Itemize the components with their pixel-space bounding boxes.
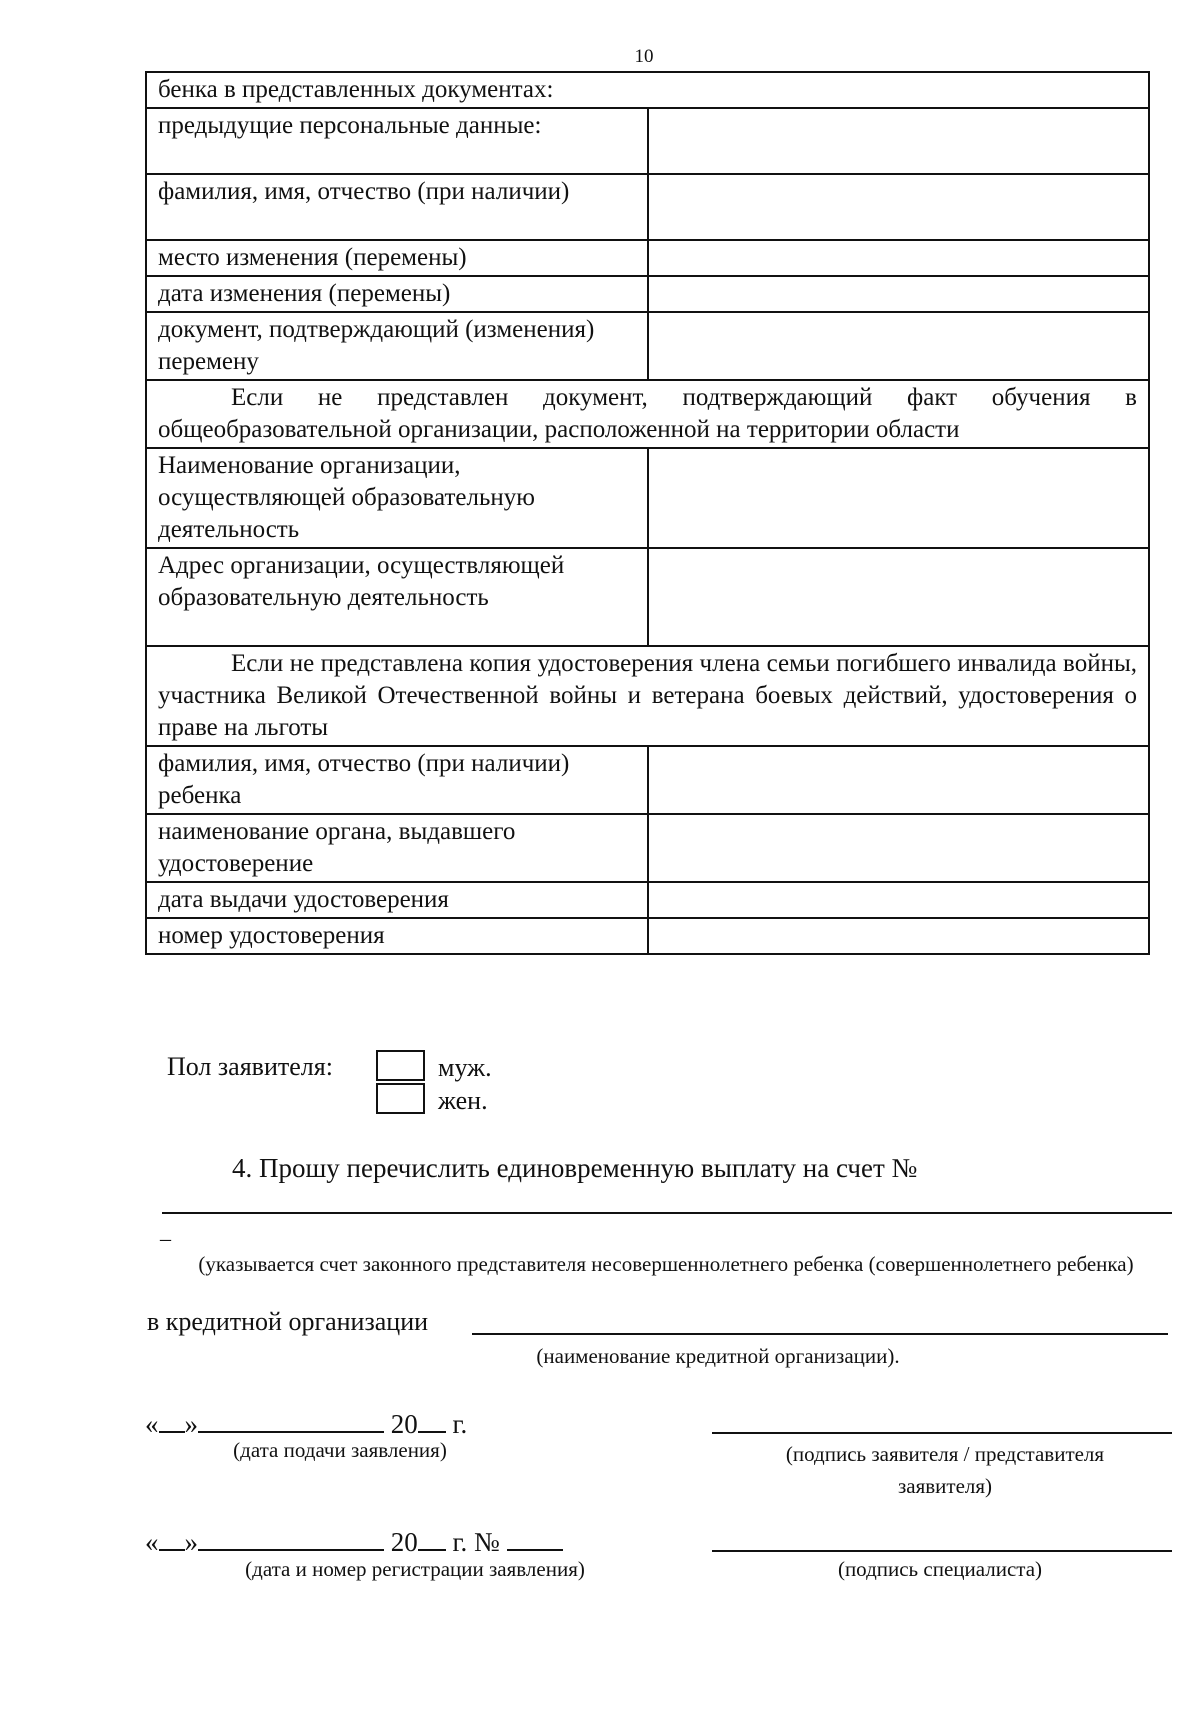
- certificate-number-field[interactable]: [648, 918, 1150, 954]
- account-note: (указывается счет законного представителя несовершеннолетнего ребенка (совершеннолетнего ребенка): [198, 1252, 1134, 1276]
- number-sign: №: [474, 1527, 500, 1557]
- submission-date-caption: (дата подачи заявления): [233, 1438, 447, 1462]
- close-quote: »: [184, 1409, 198, 1439]
- gender-male-label: муж.: [438, 1053, 492, 1082]
- education-org-address-label: Адрес организации, осуществляющей образовательную деятельность: [146, 548, 648, 646]
- table-row: [146, 918, 1149, 954]
- year-blank[interactable]: [418, 1405, 446, 1433]
- child-full-name-label: фамилия, имя, отчество (при наличии) ребенка: [146, 746, 648, 814]
- previous-full-name-field[interactable]: [648, 174, 1150, 240]
- application-form-table: [145, 71, 1150, 955]
- payment-request-text: 4. Прошу перечислить единовременную выплату на счет №: [232, 1153, 918, 1183]
- section-certificate-heading: Если не представлена копия удостоверения члена семьи погибшего инвалида войны, участника Великой Отечественной войны и ветерана боевых действий, удостоверения о праве на льготы: [146, 646, 1149, 746]
- open-quote: «: [145, 1527, 159, 1557]
- bank-note: (наименование кредитной организации).: [536, 1344, 900, 1368]
- account-number-line[interactable]: [162, 1212, 1172, 1214]
- table-row: [146, 276, 1149, 312]
- bank-name-line[interactable]: [472, 1333, 1168, 1335]
- issue-date-field[interactable]: [648, 882, 1150, 918]
- education-org-address-field[interactable]: [648, 548, 1150, 646]
- gender-label: Пол заявителя:: [167, 1052, 333, 1081]
- table-row: [146, 174, 1149, 240]
- month-blank[interactable]: [198, 1405, 384, 1433]
- previous-full-name-label: фамилия, имя, отчество (при наличии): [146, 174, 648, 240]
- account-dash: _: [160, 1218, 171, 1243]
- change-document-field[interactable]: [648, 312, 1150, 380]
- gender-female-checkbox[interactable]: [376, 1083, 425, 1114]
- section-education-heading: Если не представлен документ, подтверждающий факт обучения в общеобразовательной организации, расположенной на территории области: [146, 380, 1149, 448]
- bank-label: в кредитной организации: [147, 1307, 429, 1336]
- gender-female-label: жен.: [438, 1086, 488, 1115]
- table-row: [146, 108, 1149, 174]
- registration-date-caption: (дата и номер регистрации заявления): [245, 1557, 585, 1581]
- table-row: [146, 746, 1149, 814]
- change-date-field[interactable]: [648, 276, 1150, 312]
- change-place-field[interactable]: [648, 240, 1150, 276]
- registration-number-blank[interactable]: [507, 1523, 563, 1551]
- child-full-name-field[interactable]: [648, 746, 1150, 814]
- table-row: [146, 240, 1149, 276]
- table-header-row: бенка в представленных документах:: [146, 72, 1149, 108]
- table-row: [146, 380, 1149, 448]
- page-number: 10: [634, 46, 654, 67]
- specialist-signature-caption: (подпись специалиста): [837, 1557, 1043, 1581]
- day-blank[interactable]: [159, 1523, 185, 1551]
- year-suffix: г.: [452, 1409, 468, 1439]
- issuing-authority-label: наименование органа, выдавшего удостоверение: [146, 814, 648, 882]
- year-prefix: 20: [390, 1527, 418, 1557]
- education-org-name-field[interactable]: [648, 448, 1150, 548]
- table-row: [146, 312, 1149, 380]
- table-row: [146, 448, 1149, 548]
- applicant-signature-caption: (подпись заявителя / представителя заявителя): [785, 1442, 1105, 1498]
- change-document-label: документ, подтверждающий (изменения) перемену: [146, 312, 648, 380]
- year-suffix: г.: [452, 1527, 468, 1557]
- close-quote: »: [184, 1527, 198, 1557]
- education-org-name-label: Наименование организации, осуществляющей образовательную деятельность: [146, 448, 648, 548]
- previous-personal-data-field[interactable]: [648, 108, 1150, 174]
- specialist-signature-line[interactable]: [712, 1550, 1172, 1552]
- table-row: [146, 548, 1149, 646]
- table-row: [146, 882, 1149, 918]
- issuing-authority-field[interactable]: [648, 814, 1150, 882]
- open-quote: «: [145, 1409, 159, 1439]
- table-row: [146, 814, 1149, 882]
- registration-date-row: [145, 1523, 563, 1558]
- certificate-number-label: номер удостоверения: [146, 918, 648, 954]
- change-date-label: дата изменения (перемены): [146, 276, 648, 312]
- gender-male-checkbox[interactable]: [376, 1050, 425, 1081]
- applicant-signature-line[interactable]: [712, 1432, 1172, 1434]
- year-blank[interactable]: [418, 1523, 446, 1551]
- previous-personal-data-label: предыдущие персональные данные:: [146, 108, 648, 174]
- submission-date-row: [145, 1405, 467, 1440]
- day-blank[interactable]: [159, 1405, 185, 1433]
- year-prefix: 20: [390, 1409, 418, 1439]
- issue-date-label: дата выдачи удостоверения: [146, 882, 648, 918]
- table-row: [146, 646, 1149, 746]
- month-blank[interactable]: [198, 1523, 384, 1551]
- change-place-label: место изменения (перемены): [146, 240, 648, 276]
- table-row: [146, 72, 1149, 108]
